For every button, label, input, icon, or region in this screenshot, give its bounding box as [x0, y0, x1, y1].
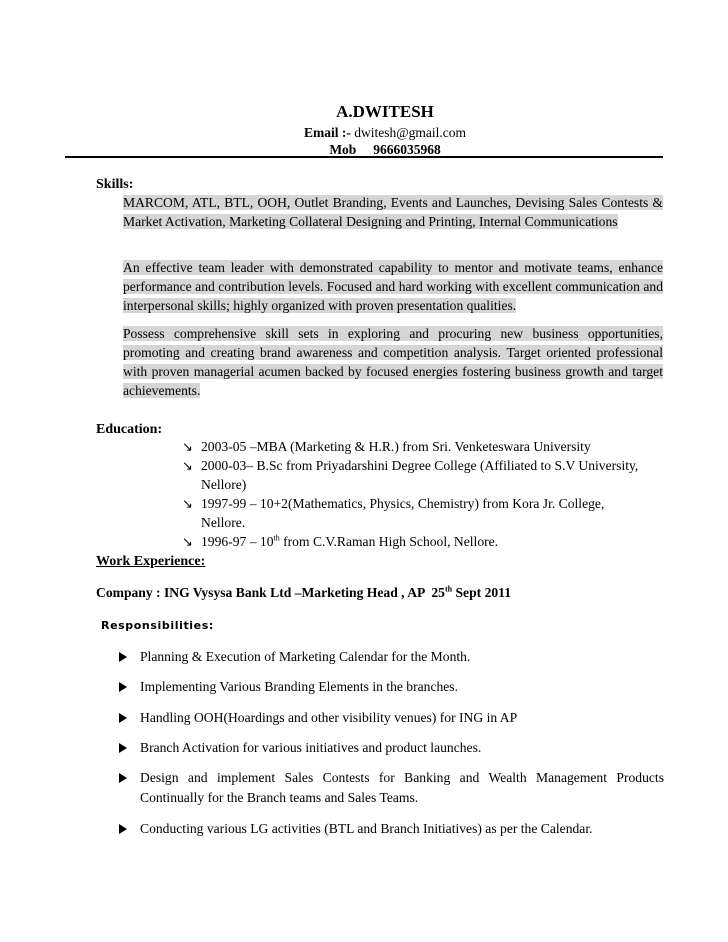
education-item [182, 494, 642, 532]
education-heading: Education: [96, 422, 163, 437]
responsibility-item [119, 819, 664, 839]
down-right-arrow-icon: ↘ [182, 439, 193, 454]
education-text: 1997-99 – 10+2(Mathematics, Physics, Chemistry) from Kora Jr. College, Nellore. [201, 496, 605, 530]
responsibility-text: Conducting various LG activities (BTL and Branch Initiatives) as per the Calendar. [140, 821, 593, 836]
skills-text: An effective team leader with demonstrated capability to mentor and motivate teams, enhance performance and contribution levels. Focused and hard working with excellent communication and interpersonal skills; highly organized with proven presentation qualities. [123, 260, 663, 313]
skills-paragraph [123, 258, 663, 315]
work-experience-heading: Work Experience: [96, 554, 206, 569]
responsibility-item [119, 738, 664, 758]
skills-heading: Skills: [96, 177, 134, 192]
email-label: Email :- [303, 125, 351, 140]
skills-paragraph [123, 324, 663, 400]
education-text-start: 1996-97 – 10 [201, 534, 274, 549]
skills-text: Possess comprehensive skill sets in exploring and procuring new business opportunities, promoting and creating brand awareness and competition analysis. Target oriented professional with proven managerial acumen backed by focused energies fostering business growth and target achievements. [123, 326, 663, 398]
mobile-label: Mob [329, 142, 357, 157]
header-divider [65, 156, 663, 158]
responsibility-item [119, 677, 664, 697]
skills-paragraph [123, 193, 663, 231]
resume-name: A.DWITESH [336, 102, 434, 121]
company-text-end: Sept 2011 [452, 585, 512, 600]
company-text-start: Company : ING Vysysa Bank Ltd –Marketing Head , AP 25 [96, 585, 445, 600]
education-item [182, 456, 642, 494]
skills-text: MARCOM, ATL, BTL, OOH, Outlet Branding, Events and Launches, Devising Sales Contests & Market Activation, Marketing Collateral Designing and Printing, Internal Communications [123, 195, 663, 229]
education-text-end: from C.V.Raman High School, Nellore. [279, 534, 499, 549]
education-item [182, 532, 642, 551]
responsibility-text: Planning & Execution of Marketing Calendar for the Month. [140, 649, 471, 664]
responsibility-text: Branch Activation for various initiatives and product launches. [140, 740, 482, 755]
down-right-arrow-icon: ↘ [182, 534, 193, 549]
responsibility-text: Implementing Various Branding Elements in the branches. [140, 679, 458, 694]
education-text: 2000-03– B.Sc from Priyadarshini Degree College (Affiliated to S.V University, Nellore) [201, 458, 639, 492]
triangle-bullet-icon [119, 743, 127, 753]
triangle-bullet-icon [119, 682, 127, 692]
email-line [0, 125, 728, 141]
responsibility-item [119, 647, 664, 667]
responsibility-text: Handling OOH(Hoardings and other visibility venues) for ING in AP [140, 710, 518, 725]
triangle-bullet-icon [119, 652, 127, 662]
education-text: 2003-05 –MBA (Marketing & H.R.) from Sri. Venketeswara University [201, 439, 591, 454]
ordinal-suffix: th [444, 584, 453, 594]
triangle-bullet-icon [119, 713, 127, 723]
down-right-arrow-icon: ↘ [182, 458, 193, 473]
triangle-bullet-icon [119, 824, 127, 834]
company-line [96, 585, 511, 601]
responsibility-text: Design and implement Sales Contests for Banking and Wealth Management Products Continually for the Branch teams and Sales Teams. [140, 770, 664, 805]
education-item [182, 437, 642, 456]
responsibility-item [119, 768, 664, 808]
email-value: dwitesh@gmail.com [354, 125, 467, 140]
down-right-arrow-icon: ↘ [182, 496, 193, 511]
education-list [182, 437, 642, 551]
mobile-value: 9666035968 [373, 142, 441, 157]
ordinal-suffix: th [273, 533, 280, 543]
responsibility-item [119, 708, 664, 728]
responsibilities-label: Responsibilities: [101, 619, 214, 632]
triangle-bullet-icon [119, 773, 127, 783]
